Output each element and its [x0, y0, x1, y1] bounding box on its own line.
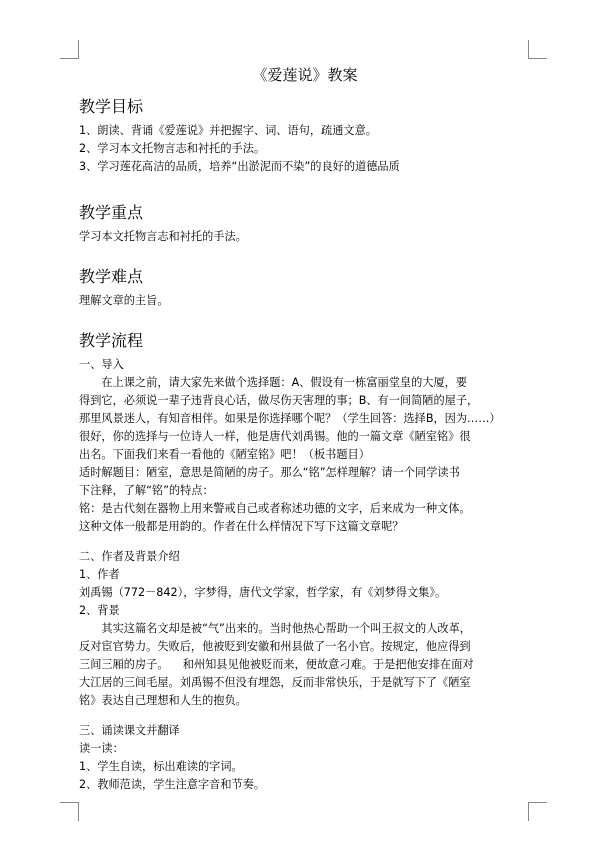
heading-key-points: 教学重点	[79, 203, 144, 222]
text-line: 其实这篇名文却是被“气”出来的。当时他热心帮助一个叫王叔文的人改革，	[101, 622, 471, 635]
reading-subtitle: 读一读：	[79, 742, 124, 755]
section-title-reading: 三、诵读课文并翻译	[79, 724, 180, 737]
title-explanation-paragraph	[79, 464, 531, 500]
heading-process: 教学流程	[79, 331, 144, 350]
section-title-author: 二、作者及背景介绍	[79, 550, 180, 563]
reading-item: 2、教师范读，学生注意字音和节奏。	[79, 778, 266, 791]
key-points-text: 学习本文托物言志和衬托的手法。	[79, 230, 247, 243]
crop-mark-bottom-left	[60, 802, 79, 821]
author-text: 刘禹锡（772－842），字梦得，唐代文学家，哲学家，有《刘梦得文集》。	[79, 586, 447, 599]
text-line: 适时解题目：陋室，意思是简陋的房子。那么“铭”怎样理解？请一个同学读书	[79, 466, 460, 479]
text-line: 铭：是古代刻在器物上用来警戒自己或者称述功德的文字，后来成为一种文体。	[79, 502, 471, 515]
text-line: 那里风景迷人，有知音相伴。如果是你选择哪个呢？（学生回答：选择B，因为……）	[79, 412, 501, 425]
objective-item: 3、学习莲花高洁的品质，培养“出淤泥而不染”的良好的道德品质	[79, 160, 400, 173]
document-page	[79, 64, 531, 794]
text-line: 出名。下面我们来看一看他的《陋室铭》吧！（板书题目）	[79, 448, 370, 461]
background-paragraph	[79, 620, 531, 710]
crop-mark-bottom-right	[528, 802, 547, 821]
reading-item: 1、学生自读，标出难读的字词。	[79, 760, 243, 773]
text-line: 在上课之前，请大家先来做个选择题：A、假设有一栋富丽堂皇的大厦，要	[101, 376, 468, 389]
text-line: 反对宦官势力。失败后，他被贬到安徽和州县做了一名小官。按规定，他应得到	[79, 640, 471, 653]
heading-objectives: 教学目标	[79, 97, 144, 116]
objective-item: 2、学习本文托物言志和衬托的手法。	[79, 142, 266, 155]
text-line: 得到它，必须说一辈子违背良心话，做尽伤天害理的事；B、有一间简陋的屋子，	[79, 394, 479, 407]
text-line: 大江居的三间毛屋。刘禹锡不但没有埋怨，反而非常快乐，于是就写下了《陋室	[79, 676, 471, 689]
text-line: 很好，你的选择与一位诗人一样，他是唐代刘禹锡。他的一篇文章《陋室铭》很	[79, 430, 471, 443]
crop-mark-top-right	[528, 40, 547, 59]
text-line: 下注释，了解“铭”的特点：	[79, 484, 214, 497]
inscription-definition-paragraph	[79, 500, 531, 536]
crop-mark-top-left	[60, 40, 79, 59]
text-line: 这种文体一般都是用韵的。作者在什么样情况下写下这篇文章呢？	[79, 520, 404, 533]
background-label: 2、背景	[79, 604, 120, 617]
document-title: 《爱莲说》教案	[252, 66, 358, 84]
section-title-intro: 一、导入	[79, 358, 124, 371]
objective-item: 1、朗读、背诵《爱莲说》并把握字、词、语句，疏通文意。	[79, 124, 377, 137]
difficulties-text: 理解文章的主旨。	[79, 294, 169, 307]
heading-difficulties: 教学难点	[79, 267, 144, 286]
author-label: 1、作者	[79, 568, 120, 581]
intro-paragraph	[79, 374, 531, 464]
text-line: 铭》表达自己理想和人生的抱负。	[79, 694, 247, 707]
text-line: 三间三厢的房子。 和州知县见他被贬而来，便故意刁难。于是把他安排在面对	[79, 658, 474, 671]
